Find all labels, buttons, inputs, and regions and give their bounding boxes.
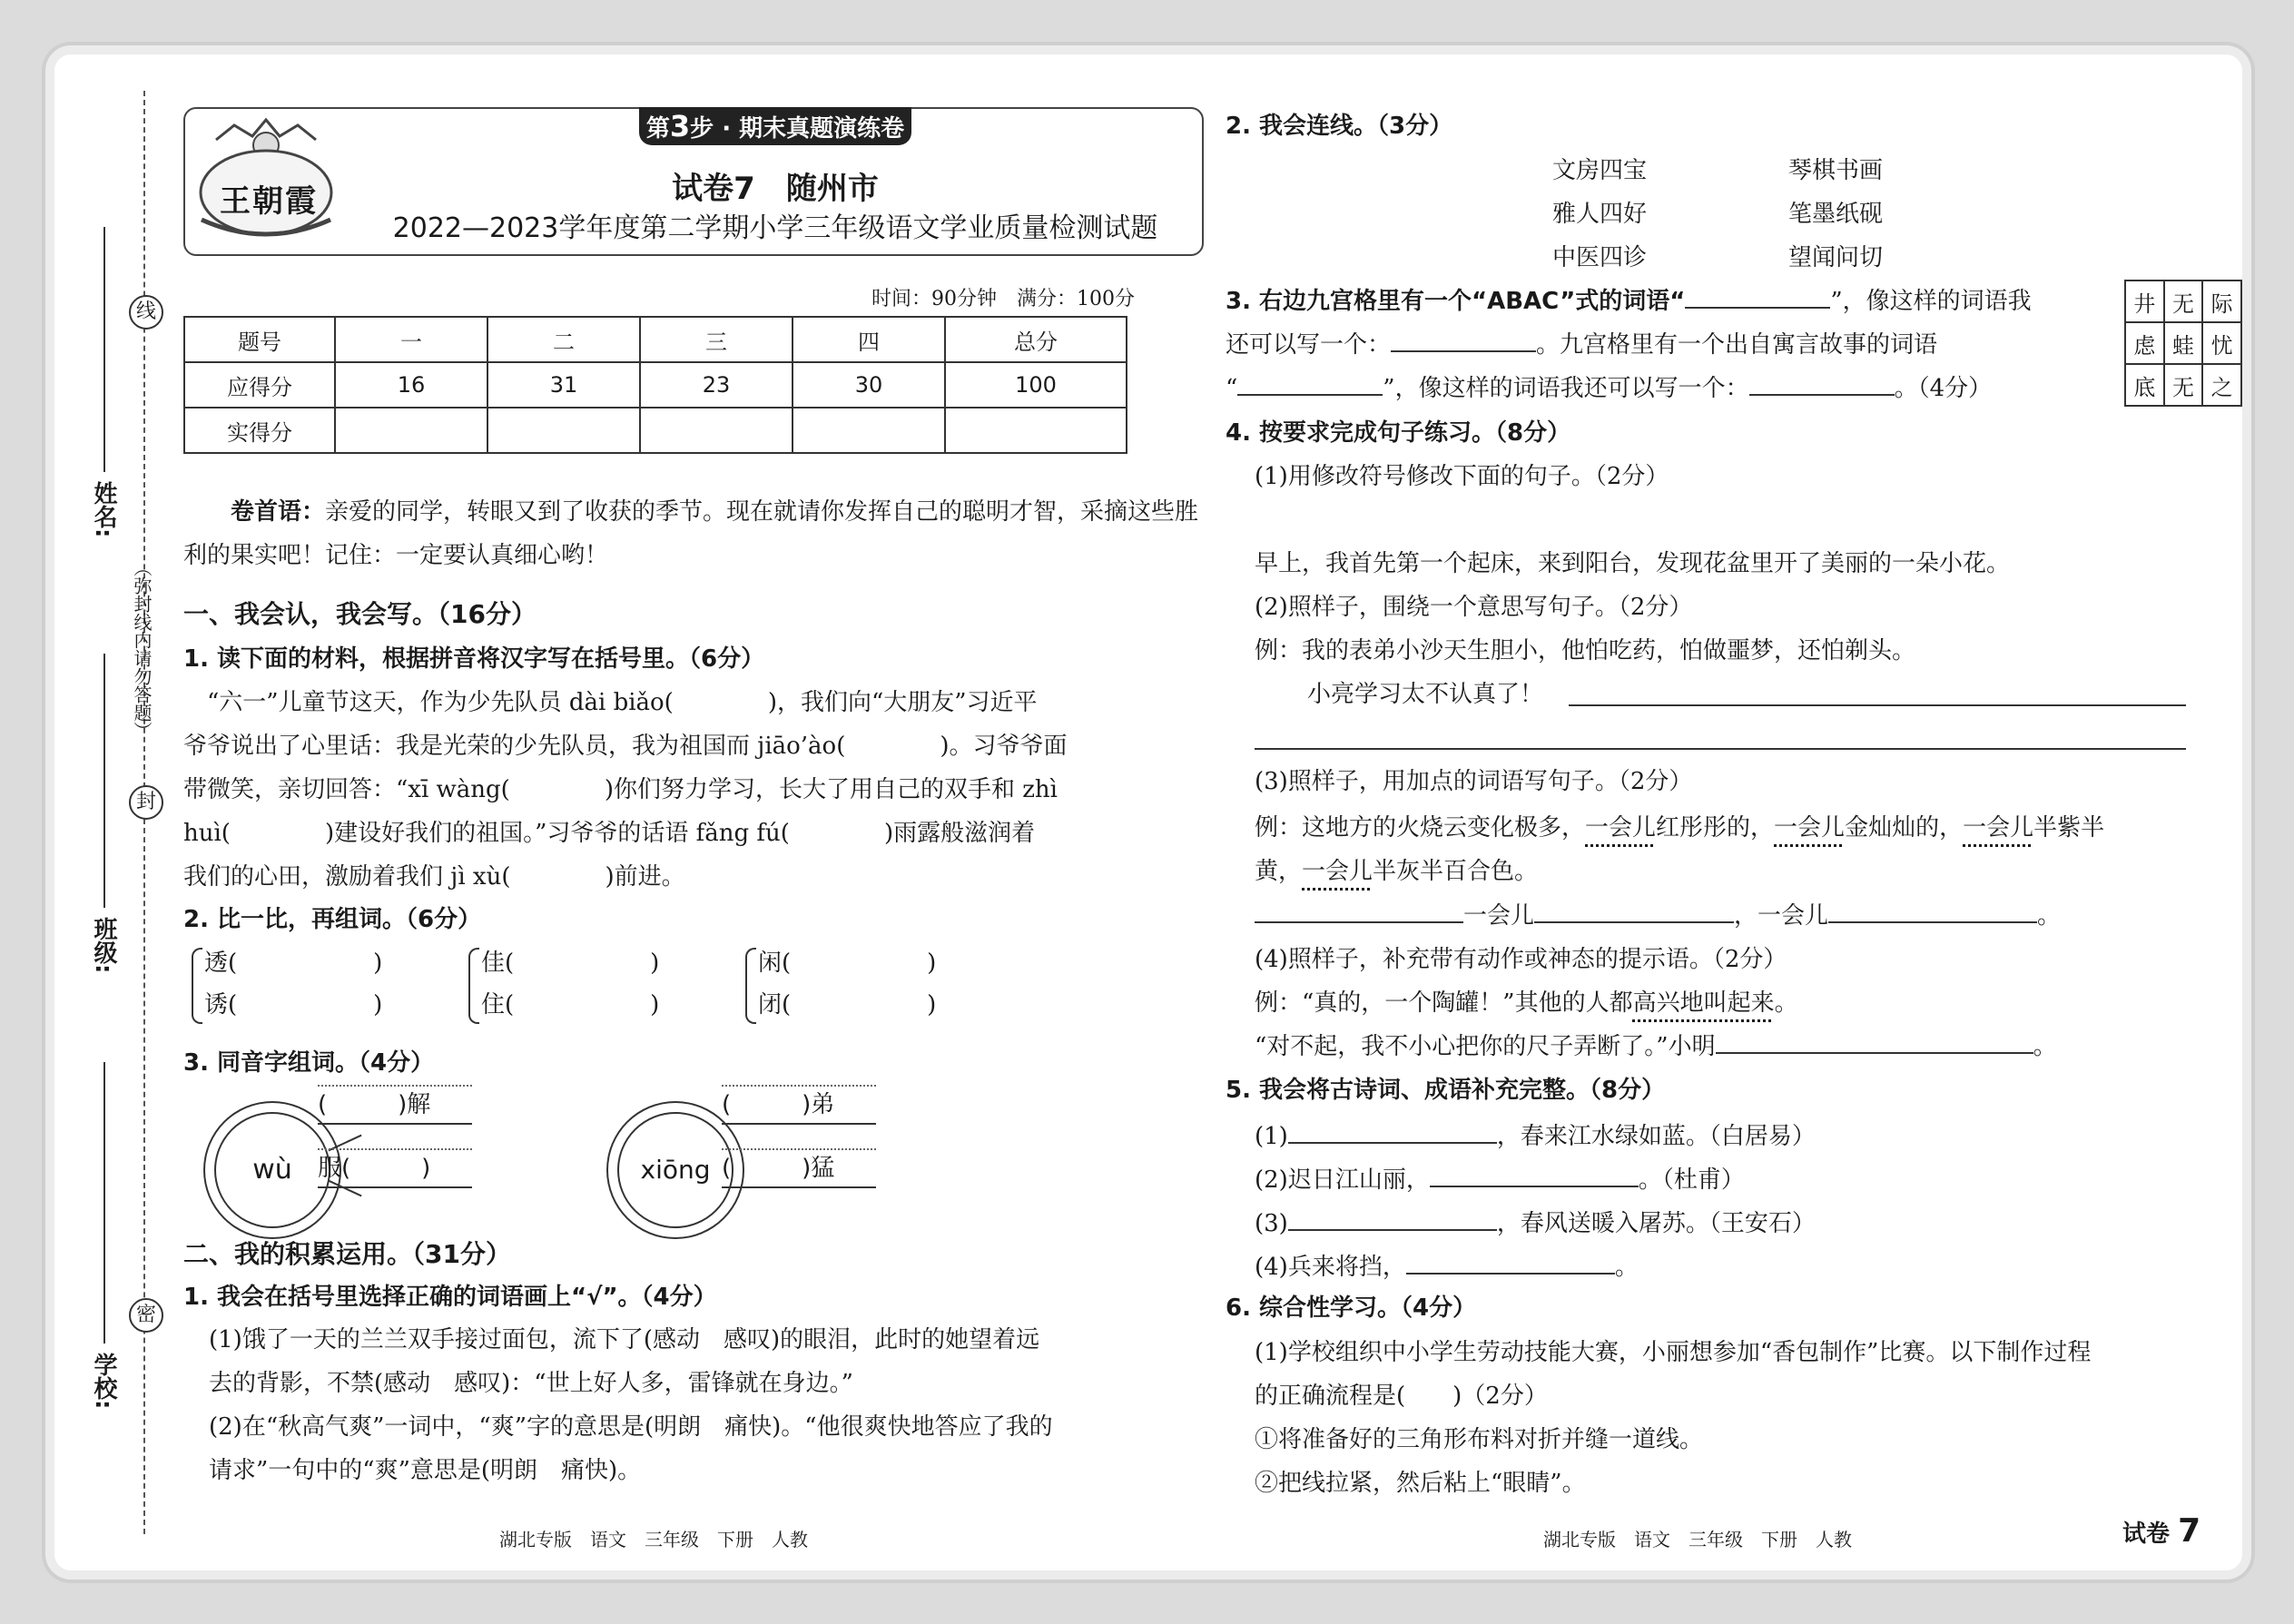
score-row-label: 应得分: [184, 362, 335, 408]
secret-marker: 密: [129, 1298, 163, 1333]
match-item[interactable]: 琴棋书画: [1788, 157, 1884, 184]
q5-item: (4)兵来将挡， 。: [1255, 1254, 1639, 1281]
r-q2-title: 2. 我会连线。（3分）: [1226, 113, 1453, 140]
q4-1-label: (1)用修改符号修改下面的句子。（2分）: [1255, 463, 1669, 490]
time-info: 时间：90分钟 满分：100分: [871, 288, 1135, 310]
q5-item: (3) ，春风送暖入屠苏。（王安石）: [1255, 1210, 1816, 1237]
class-label: 班级:: [90, 917, 117, 974]
exam-sheet: [54, 54, 2242, 1570]
name-label: 姓名:: [90, 481, 117, 538]
q4-3-label: (3)照样子，用加点的词语写句子。（2分）: [1255, 768, 1693, 795]
q4-2-answer-line-2[interactable]: [1255, 748, 2186, 750]
homophone-slot[interactable]: ( )猛: [722, 1148, 876, 1188]
grid-cell: 蛙: [2164, 322, 2203, 364]
intro-paragraph: [183, 490, 1200, 577]
score-header: 二: [487, 317, 640, 362]
logo-text: 王朝霞: [220, 183, 318, 220]
q6-line: (1)学校组织中小学生劳动技能大赛，小丽想参加“香包制作”比赛。以下制作过程: [1255, 1339, 2092, 1366]
q6-line: ②把线拉紧，然后粘上“眼睛”。: [1255, 1470, 1586, 1497]
score-input-cell[interactable]: [335, 408, 487, 453]
q4-4-blank[interactable]: [1716, 1052, 2033, 1054]
match-item[interactable]: 文房四宝: [1552, 157, 1648, 184]
grid-cell: 无: [2164, 281, 2203, 322]
grid-cell: 之: [2202, 364, 2241, 406]
exam-subtitle: 2022—2023学年度第二学期小学三年级语文学业质量检测试题: [392, 212, 1158, 244]
q4-2-example: 例：我的表弟小沙天生胆小，他怕吃药，怕做噩梦，还怕剃头。: [1255, 637, 1916, 664]
q5-blank[interactable]: [1288, 1229, 1497, 1231]
score-cell: 30: [793, 362, 945, 408]
school-field[interactable]: [103, 1062, 105, 1343]
section-1-title: 一、我会认，我会写。（16分）: [183, 599, 537, 629]
homophone-flower-a: wù: [214, 1112, 330, 1228]
abac-blank[interactable]: [1685, 307, 1830, 309]
q1-passage: [183, 681, 1200, 899]
q5-item: (2)迟日江山丽， 。（杜甫）: [1255, 1166, 1745, 1194]
q1-line: 我们的心田，激励着我们 jì xù( )前进。: [183, 863, 685, 891]
match-item[interactable]: 雅人四好: [1552, 201, 1648, 228]
score-row-label: 实得分: [184, 408, 335, 453]
q4-2-prompt: 小亮学习太不认真了！: [1307, 681, 1544, 708]
score-cell: 31: [487, 362, 640, 408]
grid-cell: 无: [2164, 364, 2203, 406]
score-got-row: [184, 408, 1127, 453]
q4-3-example: 例：这地方的火烧云变化极多，一会儿红彤彤的，一会儿金灿灿的，一会儿半紫半 黄，一会儿半灰半百合色。: [1255, 814, 2105, 885]
no-answer-note: （弥封线内请勿答题）: [131, 558, 153, 740]
step-tab: 第3步 · 期末真题演练卷: [639, 107, 911, 145]
q6-body: [1255, 1331, 2190, 1505]
compare-group-1: 透( ) 诱( ): [204, 942, 382, 1026]
score-header: 题号: [184, 317, 335, 362]
score-cell: 16: [335, 362, 487, 408]
q5-item: (1) ，春来江水绿如蓝。（白居易）: [1255, 1123, 1816, 1150]
abac-example-blank[interactable]: [1391, 350, 1536, 352]
r-q3: 3. 右边九宫格里有一个“ABAC”式的词语“ ”，像这样的词语我 还可以写一个： 。九宫格里有一个出自寓言故事的词语 “ ”，像这样的词语我还可以写一个： 。（4分）: [1226, 288, 2032, 402]
exam-title: 试卷7 随州市: [672, 171, 879, 207]
line-marker: 线: [129, 295, 163, 330]
s2-q1-title: 1. 我会在括号里选择正确的词语画上“√”。（4分）: [183, 1284, 717, 1311]
footer-left: 湖北专版 语文 三年级 下册 人教: [499, 1529, 808, 1550]
fable-example-blank[interactable]: [1749, 394, 1895, 396]
homophone-flower-b: xiōng: [617, 1112, 733, 1228]
q4-3-blank[interactable]: [1255, 921, 1463, 923]
q6-line: 的正确流程是( )（2分）: [1255, 1383, 1548, 1410]
compare-group-3: 闲( ) 闭( ): [758, 942, 936, 1026]
s2-q1-line: 请求”一句中的“爽”意思是(明朗 痛快)。: [209, 1457, 642, 1484]
q4-1-sentence: 早上，我首先第一个起床，来到阳台，发现花盆里开了美丽的一朵小花。: [1255, 550, 2011, 577]
score-input-cell[interactable]: [640, 408, 793, 453]
match-item[interactable]: 中医四诊: [1552, 244, 1648, 271]
homophone-slot[interactable]: 服( ): [318, 1148, 472, 1188]
homophone-slot[interactable]: ( )弟: [722, 1085, 876, 1125]
q3-title: 3. 同音字组词。（4分）: [183, 1049, 435, 1077]
intro-label: 卷首语：: [231, 498, 326, 526]
score-header: 三: [640, 317, 793, 362]
q1-line: “六一”儿童节这天，作为少先队员 dài biǎo( )，我们向“大朋友”习近平: [207, 689, 1038, 716]
q4-4-prompt: “对不起，我不小心把你的尺子弄断了。”小明 。: [1255, 1033, 2057, 1060]
seal-marker: 封: [129, 785, 163, 820]
q1-title: 1. 读下面的材料，根据拼音将汉字写在括号里。（6分）: [183, 645, 765, 673]
q4-2-label: (2)照样子，围绕一个意思写句子。（2分）: [1255, 594, 1693, 621]
grid-cell: 忧: [2202, 322, 2241, 364]
q4-3-blank[interactable]: [1534, 921, 1734, 923]
q5-items: [1255, 1115, 1816, 1289]
page-indicator: 试卷 7: [2122, 1512, 2201, 1550]
match-item[interactable]: 笔墨纸砚: [1788, 201, 1884, 228]
s2-q1-body: [209, 1318, 1200, 1492]
name-field[interactable]: [103, 227, 105, 472]
match-right-column: [1788, 149, 1883, 280]
compare-group-2: 佳( ) 住( ): [481, 942, 659, 1026]
match-left-column: [1552, 149, 1647, 280]
q2-title: 2. 比一比，再组词。（6分）: [183, 906, 482, 933]
s2-q1-line: (2)在“秋高气爽”一词中，“爽”字的意思是(明朗 痛快)。“他很爽快地答应了我的: [209, 1413, 1053, 1441]
score-cell: 23: [640, 362, 793, 408]
fable-blank[interactable]: [1237, 394, 1383, 396]
grid-cell: 底: [2125, 364, 2164, 406]
r-q6-title: 6. 综合性学习。（4分）: [1226, 1294, 1477, 1322]
q5-blank[interactable]: [1288, 1142, 1497, 1144]
q6-line: ①将准备好的三角形布料对折并缝一道线。: [1255, 1426, 1704, 1453]
s2-q1-line: (1)饿了一天的兰兰双手接过面包，流下了(感动 感叹)的眼泪，此时的她望着远: [209, 1326, 1040, 1353]
school-label: 学校:: [90, 1353, 117, 1410]
q1-line: huì( )建设好我们的祖国。”习爷爷的话语 fǎng fú( )雨露般滋润着: [183, 820, 1036, 847]
homophone-slot[interactable]: ( )解: [318, 1085, 472, 1125]
r-q5-title: 5. 我会将古诗词、成语补充完整。（8分）: [1226, 1077, 1666, 1104]
q1-line: 带微笑，亲切回答：“xī wàng( )你们努力学习，长大了用自己的双手和 zhì: [183, 776, 1058, 803]
q4-2-answer-line-1[interactable]: [1569, 704, 2186, 706]
q4-3-blank[interactable]: [1828, 921, 2037, 923]
score-input-cell[interactable]: [945, 408, 1127, 453]
score-input-cell[interactable]: [793, 408, 945, 453]
score-header: 一: [335, 317, 487, 362]
grid-cell: 虑: [2125, 322, 2164, 364]
r-q4-title: 4. 按要求完成句子练习。（8分）: [1226, 419, 1571, 447]
exam-header: [183, 107, 1204, 256]
score-input-cell[interactable]: [487, 408, 640, 453]
q5-blank[interactable]: [1430, 1186, 1639, 1187]
section-2-title: 二、我的积累运用。（31分）: [183, 1239, 511, 1269]
q4-4-label: (4)照样子，补充带有动作或神态的提示语。（2分）: [1255, 946, 1787, 973]
score-header: 四: [793, 317, 945, 362]
q5-blank[interactable]: [1406, 1273, 1615, 1275]
score-header-row: [184, 317, 1127, 362]
q1-line: 爷爷说出了心里话：我是光荣的少先队员，我为祖国而 jiāo’ào( )。习爷爷面: [183, 733, 1068, 760]
intro-text: 亲爱的同学，转眼又到了收获的季节。现在就请你发挥自己的聪明才智，采摘这些胜利的果实吧！记住：一定要认真细心哟！: [183, 498, 1199, 569]
match-item[interactable]: 望闻问切: [1788, 244, 1884, 271]
grid-cell: 际: [2202, 281, 2241, 322]
score-due-row: [184, 362, 1127, 408]
q4-3-fill: 一会儿 ，一会儿 。: [1255, 897, 2061, 930]
nine-grid: [2124, 280, 2242, 407]
class-field[interactable]: [103, 654, 105, 908]
score-cell: 100: [945, 362, 1127, 408]
q4-4-example: 例：“真的，一个陶罐！”其他的人都高兴地叫起来。: [1255, 989, 1798, 1017]
score-header: 总分: [945, 317, 1127, 362]
score-table: [183, 316, 1127, 454]
footer-right: 湖北专版 语文 三年级 下册 人教: [1543, 1529, 1852, 1550]
s2-q1-line: 去的背影，不禁(感动 感叹)：“世上好人多，雷锋就在身边。”: [209, 1370, 853, 1397]
grid-cell: 井: [2125, 281, 2164, 322]
